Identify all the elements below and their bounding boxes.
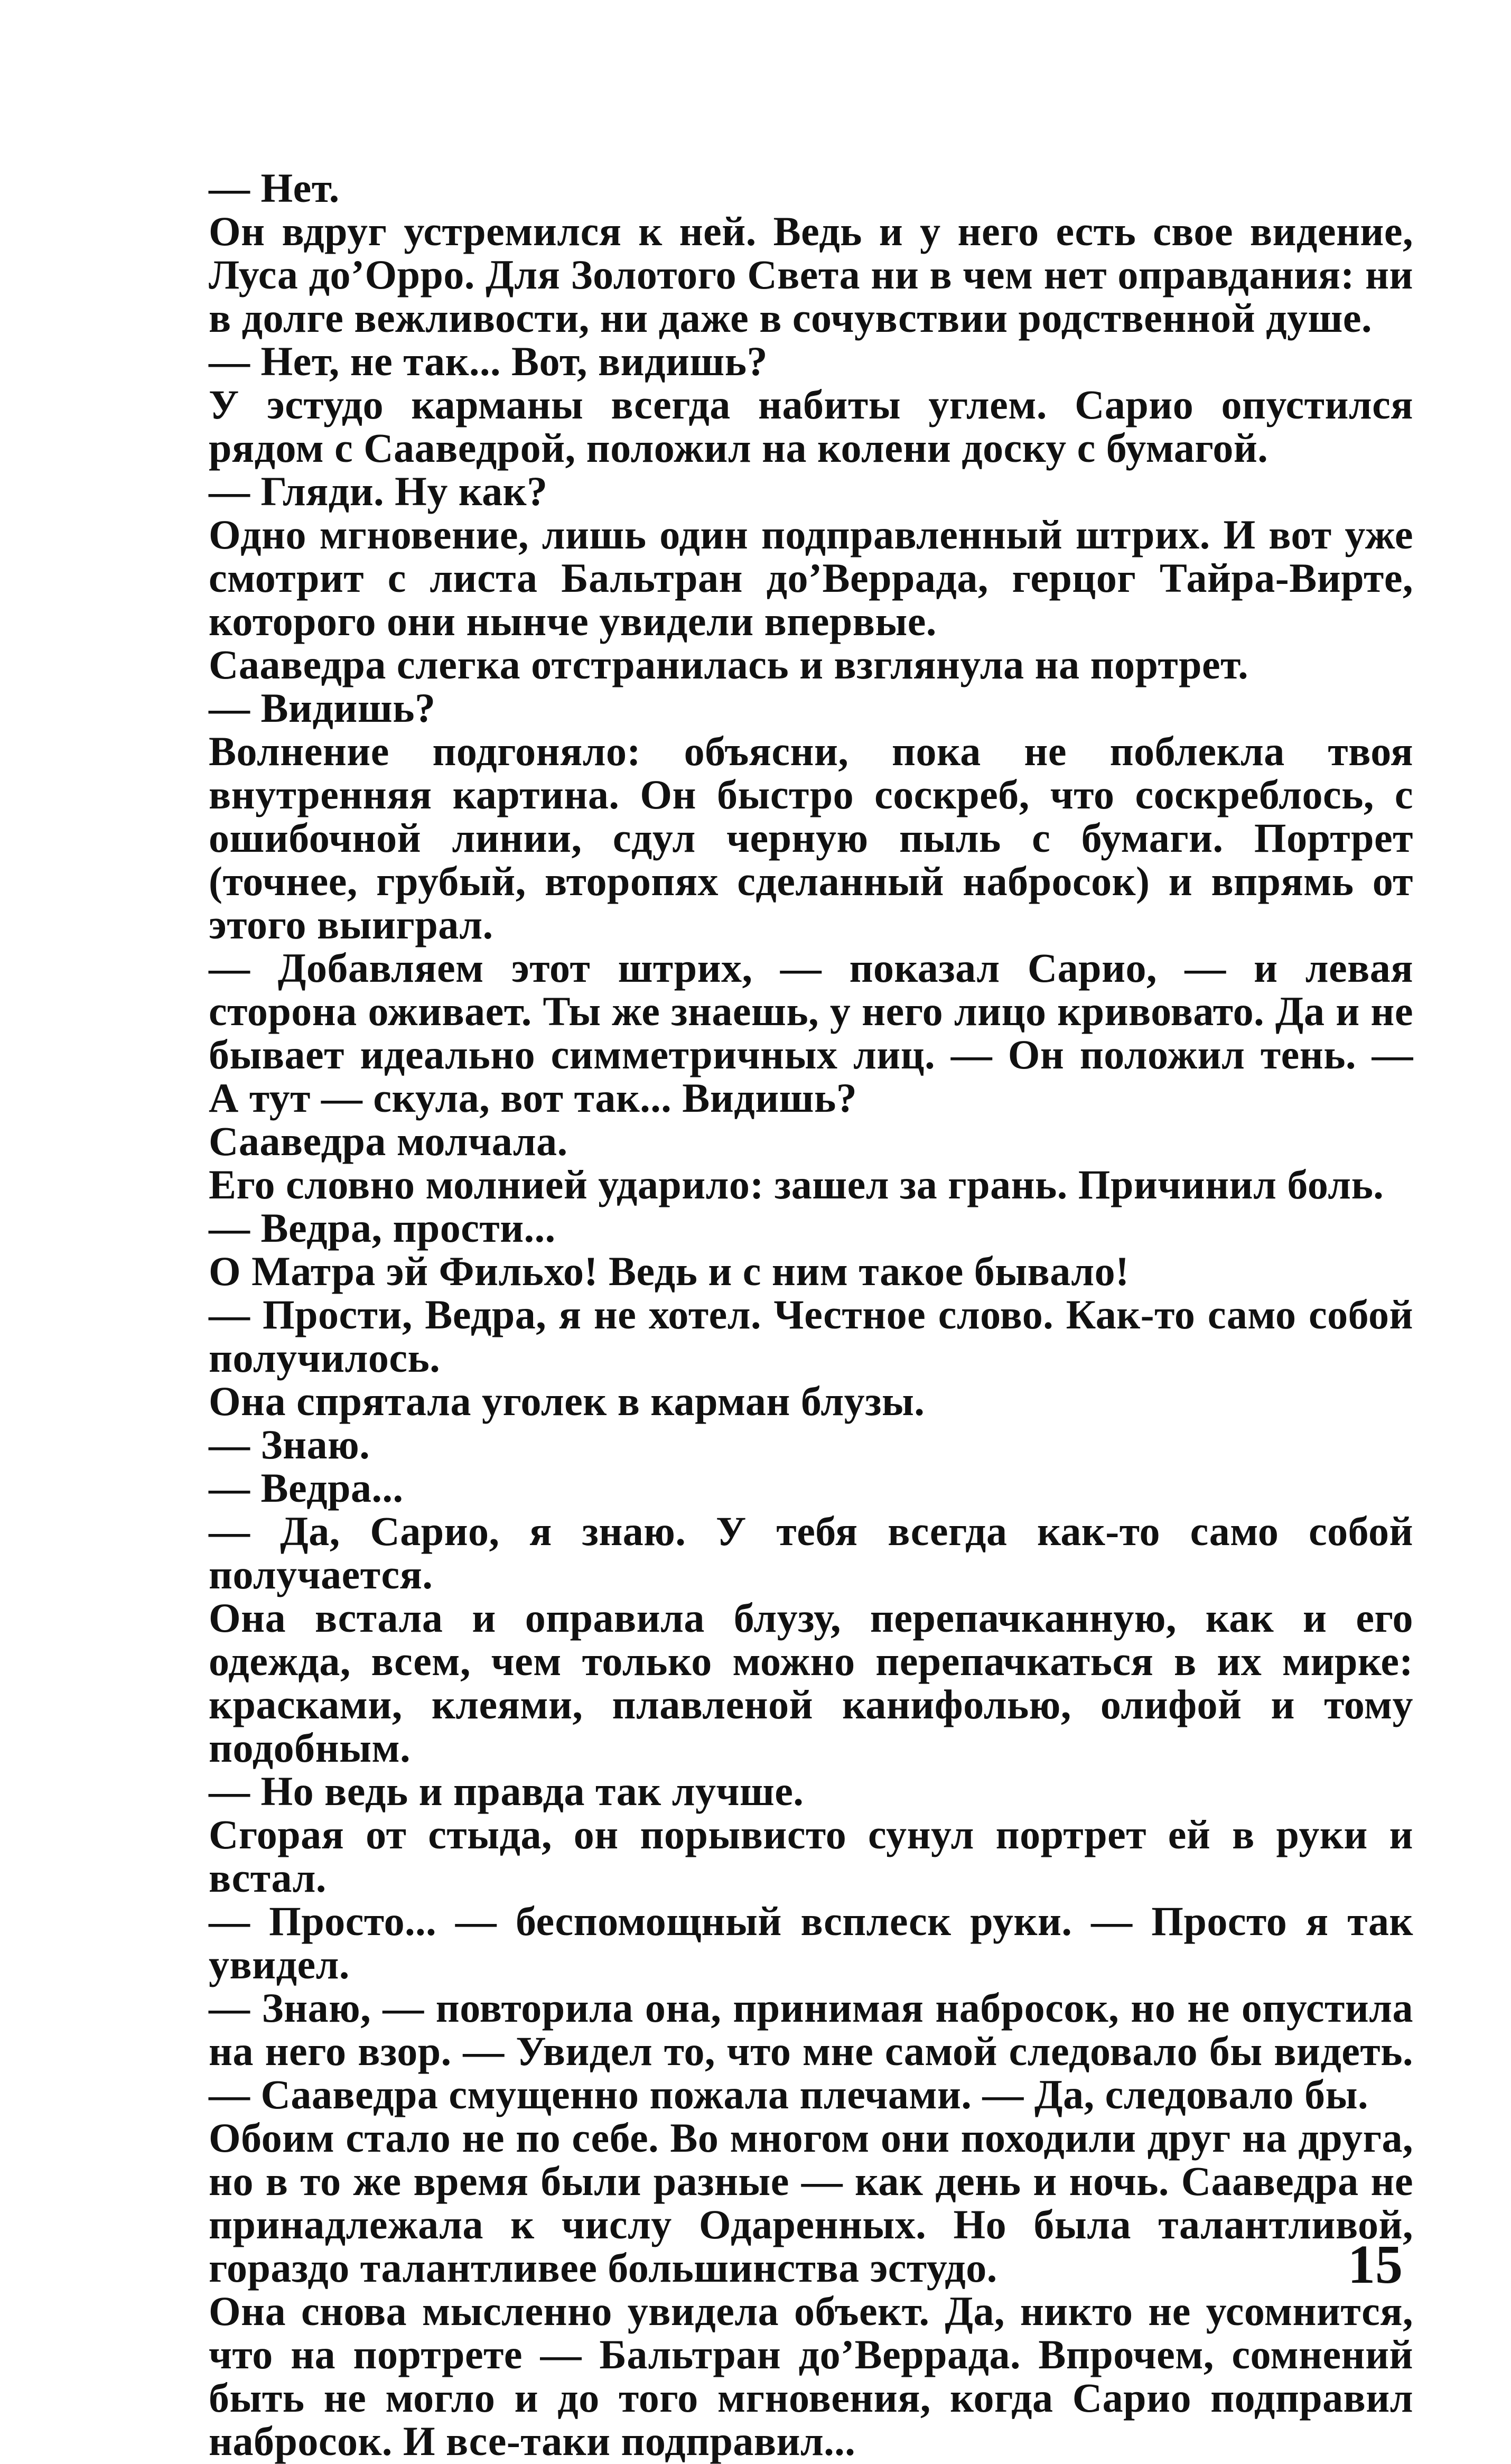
paragraph-17: — Знаю.	[209, 1421, 370, 1467]
paragraph-26: Она снова мысленно увидела объект. Да, никто не усомнится, что на портрете — Бальтран до’Веррада. Впрочем, сомнений быть не могло и до того мгновения, когда Сарио подправил набросок. И все-таки подправил...	[209, 2288, 1413, 2464]
paragraph-25: Обоим стало не по себе. Во многом они походили друг на друга, но в то же время были разные — как день и ночь. Сааведра не принадлежала к числу Одаренных. Но была талантливой, гораздо талантливее большинства эстудо.	[209, 2115, 1413, 2291]
paragraph-18: — Ведра...	[209, 1465, 404, 1511]
paragraph-11: Сааведра молчала.	[209, 1118, 568, 1164]
paragraph-1: — Нет.	[209, 165, 340, 211]
paragraph-15: — Прости, Ведра, я не хотел. Честное слово. Как-то само собой получилось.	[209, 1291, 1413, 1381]
paragraph-19: — Да, Сарио, я знаю. У тебя всегда как-то само собой получается.	[209, 1508, 1413, 1597]
paragraph-20: Она встала и оправила блузу, перепачканную, как и его одежда, всем, чем только можно перепачкаться в их мирке: красками, клеями, плавленой канифолью, олифой и тому подобным.	[209, 1595, 1413, 1771]
paragraph-21: — Но ведь и правда так лучше.	[209, 1768, 804, 1814]
paragraph-24: — Знаю, — повторила она, принимая набросок, но не опустила на него взор. — Увидел то, что мне самой следовало бы видеть. — Сааведра смущенно пожала плечами. — Да, следовало бы.	[209, 1985, 1413, 2117]
paragraph-7: Сааведра слегка отстранилась и взглянула на портрет.	[209, 641, 1249, 687]
paragraph-12: Его словно молнией ударило: зашел за грань. Причинил боль.	[209, 1161, 1384, 1207]
paragraph-16: Она спрятала уголек в карман блузы.	[209, 1378, 925, 1424]
paragraph-3: — Нет, не так... Вот, видишь?	[209, 338, 768, 384]
paragraph-14: О Матра эй Фильхо! Ведь и с ним такое бывало!	[209, 1248, 1130, 1294]
paragraph-9: Волнение подгоняло: объясни, пока не поблекла твоя внутренняя картина. Он быстро соскреб, что соскреблось, с ошибочной линии, сдул черную пыль с бумаги. Портрет (точнее, грубый, второпях сделанный набросок) и впрямь от этого выиграл.	[209, 728, 1413, 947]
paragraph-13: — Ведра, прости...	[209, 1205, 556, 1251]
paragraph-2: Он вдруг устремился к ней. Ведь и у него есть свое видение, Луса до’Орро. Для Золотого Света ни в чем нет оправдания: ни в долге вежливости, ни даже в сочувствии родственной душе.	[209, 208, 1413, 341]
paragraph-4: У эстудо карманы всегда набиты углем. Сарио опустился рядом с Сааведрой, положил на колени доску с бумагой.	[209, 382, 1413, 471]
paragraph-6: Одно мгновение, лишь один подправленный штрих. И вот уже смотрит с листа Бальтран до’Веррада, герцог Тайра-Вирте, которого они нынче увидели впервые.	[209, 512, 1413, 644]
body-text	[209, 166, 1413, 2463]
page-number: 15	[1348, 2234, 1403, 2295]
paragraph-10: — Добавляем этот штрих, — показал Сарио, — и левая сторона оживает. Ты же знаешь, у него лицо кривовато. Да и не бывает идеально симметричных лиц. — Он положил тень. — А тут — скула, вот так... Видишь?	[209, 945, 1413, 1121]
paragraph-22: Сгорая от стыда, он порывисто сунул портрет ей в руки и встал.	[209, 1811, 1413, 1901]
paragraph-5: — Гляди. Ну как?	[209, 468, 548, 514]
paragraph-23: — Просто... — беспомощный всплеск руки. — Просто я так увидел.	[209, 1898, 1413, 1987]
paragraph-8: — Видишь?	[209, 685, 436, 731]
